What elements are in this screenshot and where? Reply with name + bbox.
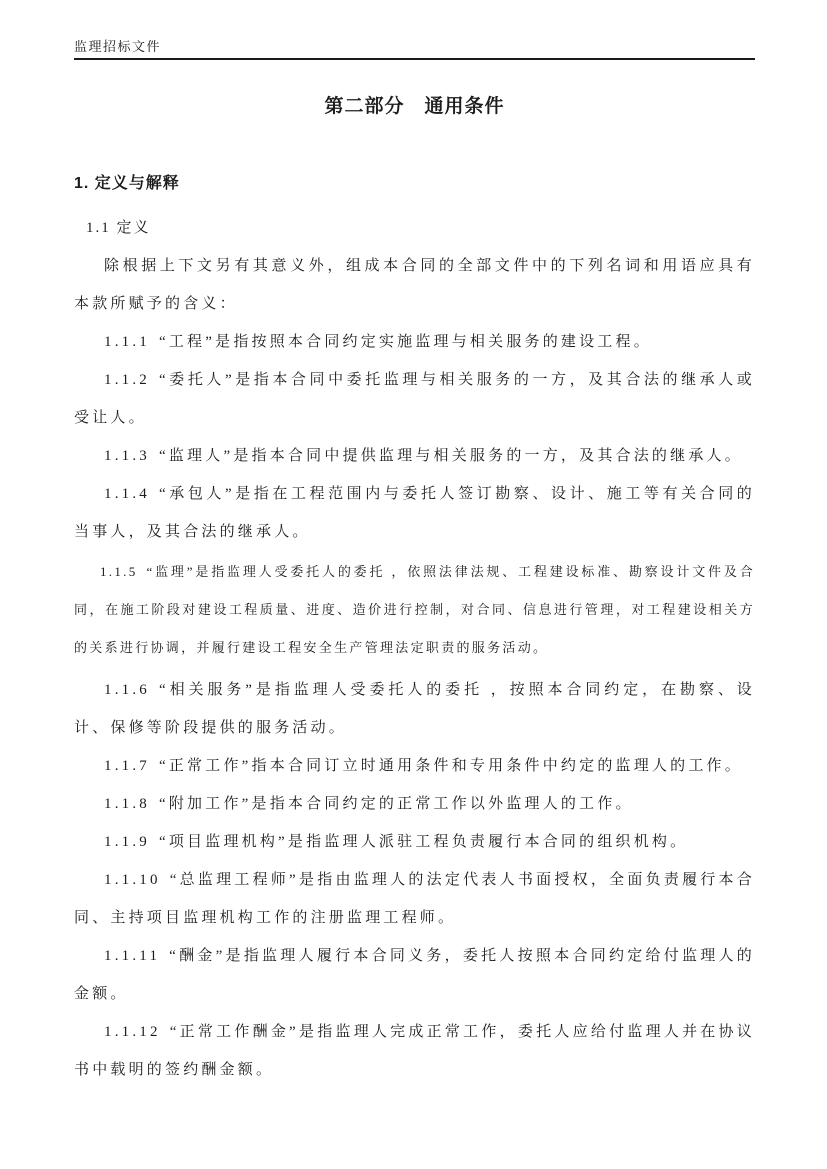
definition-item-1-1-3	[74, 437, 755, 475]
definition-text: “附加工作”是指本合同约定的正常工作以外监理人的工作。	[159, 796, 634, 812]
definition-item-1-1-1	[74, 323, 755, 361]
definition-text: “正常工作酬金”是指监理人完成正常工作，委托人应给付监理人并在协议书中载明的签约酬金额。	[74, 1024, 755, 1078]
definition-text: “正常工作”指本合同订立时通用条件和专用条件中约定的监理人的工作。	[159, 758, 743, 774]
definition-item-1-1-4	[74, 475, 755, 551]
definition-item-1-1-8	[74, 785, 755, 823]
intro-paragraph: 除根据上下文另有其意义外，组成本合同的全部文件中的下列名词和用语应具有本款所赋予的含义：	[74, 258, 755, 312]
definition-item-1-1-11	[74, 937, 755, 1013]
definition-number: 1.1.2	[104, 372, 150, 388]
definition-number: 1.1.6	[104, 682, 150, 698]
definition-number: 1.1.12	[104, 1024, 161, 1040]
definition-text: “总监理工程师”是指由监理人的法定代表人书面授权，全面负责履行本合同、主持项目监理机构工作的注册监理工程师。	[74, 872, 755, 926]
definition-text: “项目监理机构”是指监理人派驻工程负责履行本合同的组织机构。	[159, 834, 689, 850]
page-header-text: 监理招标文件	[74, 39, 162, 54]
page-header	[74, 0, 755, 60]
definition-number: 1.1.4	[104, 486, 150, 502]
definition-number: 1.1.8	[104, 796, 150, 812]
definition-item-1-1-10	[74, 861, 755, 937]
definition-item-1-1-5	[74, 553, 755, 667]
definition-item-1-1-9	[74, 823, 755, 861]
definition-number: 1.1.9	[104, 834, 150, 850]
subsection-heading: 1.1 定义	[86, 220, 151, 236]
definition-text: “监理”是指监理人受委托人的委托 ，依照法律法规、工程建设标准、勘察设计文件及合同，在施工阶段对建设工程质量、进度、造价进行控制，对合同、信息进行管理，对工程建设相关方的关系进行协调，并履行建设工程安全生产管理法定职责的服务活动。	[74, 564, 755, 655]
page-content	[74, 0, 755, 1089]
definition-item-1-1-7	[74, 747, 755, 785]
definition-text: “工程”是指按照本合同约定实施监理与相关服务的建设工程。	[159, 334, 652, 350]
definition-text: “承包人”是指在工程范围内与委托人签订勘察、设计、施工等有关合同的当事人，及其合法的继承人。	[74, 486, 755, 540]
definition-item-1-1-2	[74, 361, 755, 437]
section-heading: 1. 定义与解释	[74, 175, 180, 192]
definition-number: 1.1.10	[104, 872, 161, 888]
definition-number: 1.1.1	[104, 334, 150, 350]
definition-text: “监理人”是指本合同中提供监理与相关服务的一方，及其合法的继承人。	[159, 448, 743, 464]
definition-item-1-1-12	[74, 1013, 755, 1089]
definition-text: “相关服务”是指监理人受委托人的委托 ，按照本合同约定，在勘察、设计、保修等阶段提供的服务活动。	[74, 682, 755, 736]
page-title: 第二部分 通用条件	[324, 96, 505, 117]
definition-number: 1.1.11	[104, 948, 161, 964]
definition-number: 1.1.7	[104, 758, 150, 774]
definition-number: 1.1.3	[104, 448, 150, 464]
definition-item-1-1-6	[74, 671, 755, 747]
definition-text: “委托人”是指本合同中委托监理与相关服务的一方，及其合法的继承人或受让人。	[74, 372, 755, 426]
definition-number: 1.1.5	[100, 564, 138, 579]
definition-text: “酬金”是指监理人履行本合同义务，委托人按照本合同约定给付监理人的金额。	[74, 948, 755, 1002]
